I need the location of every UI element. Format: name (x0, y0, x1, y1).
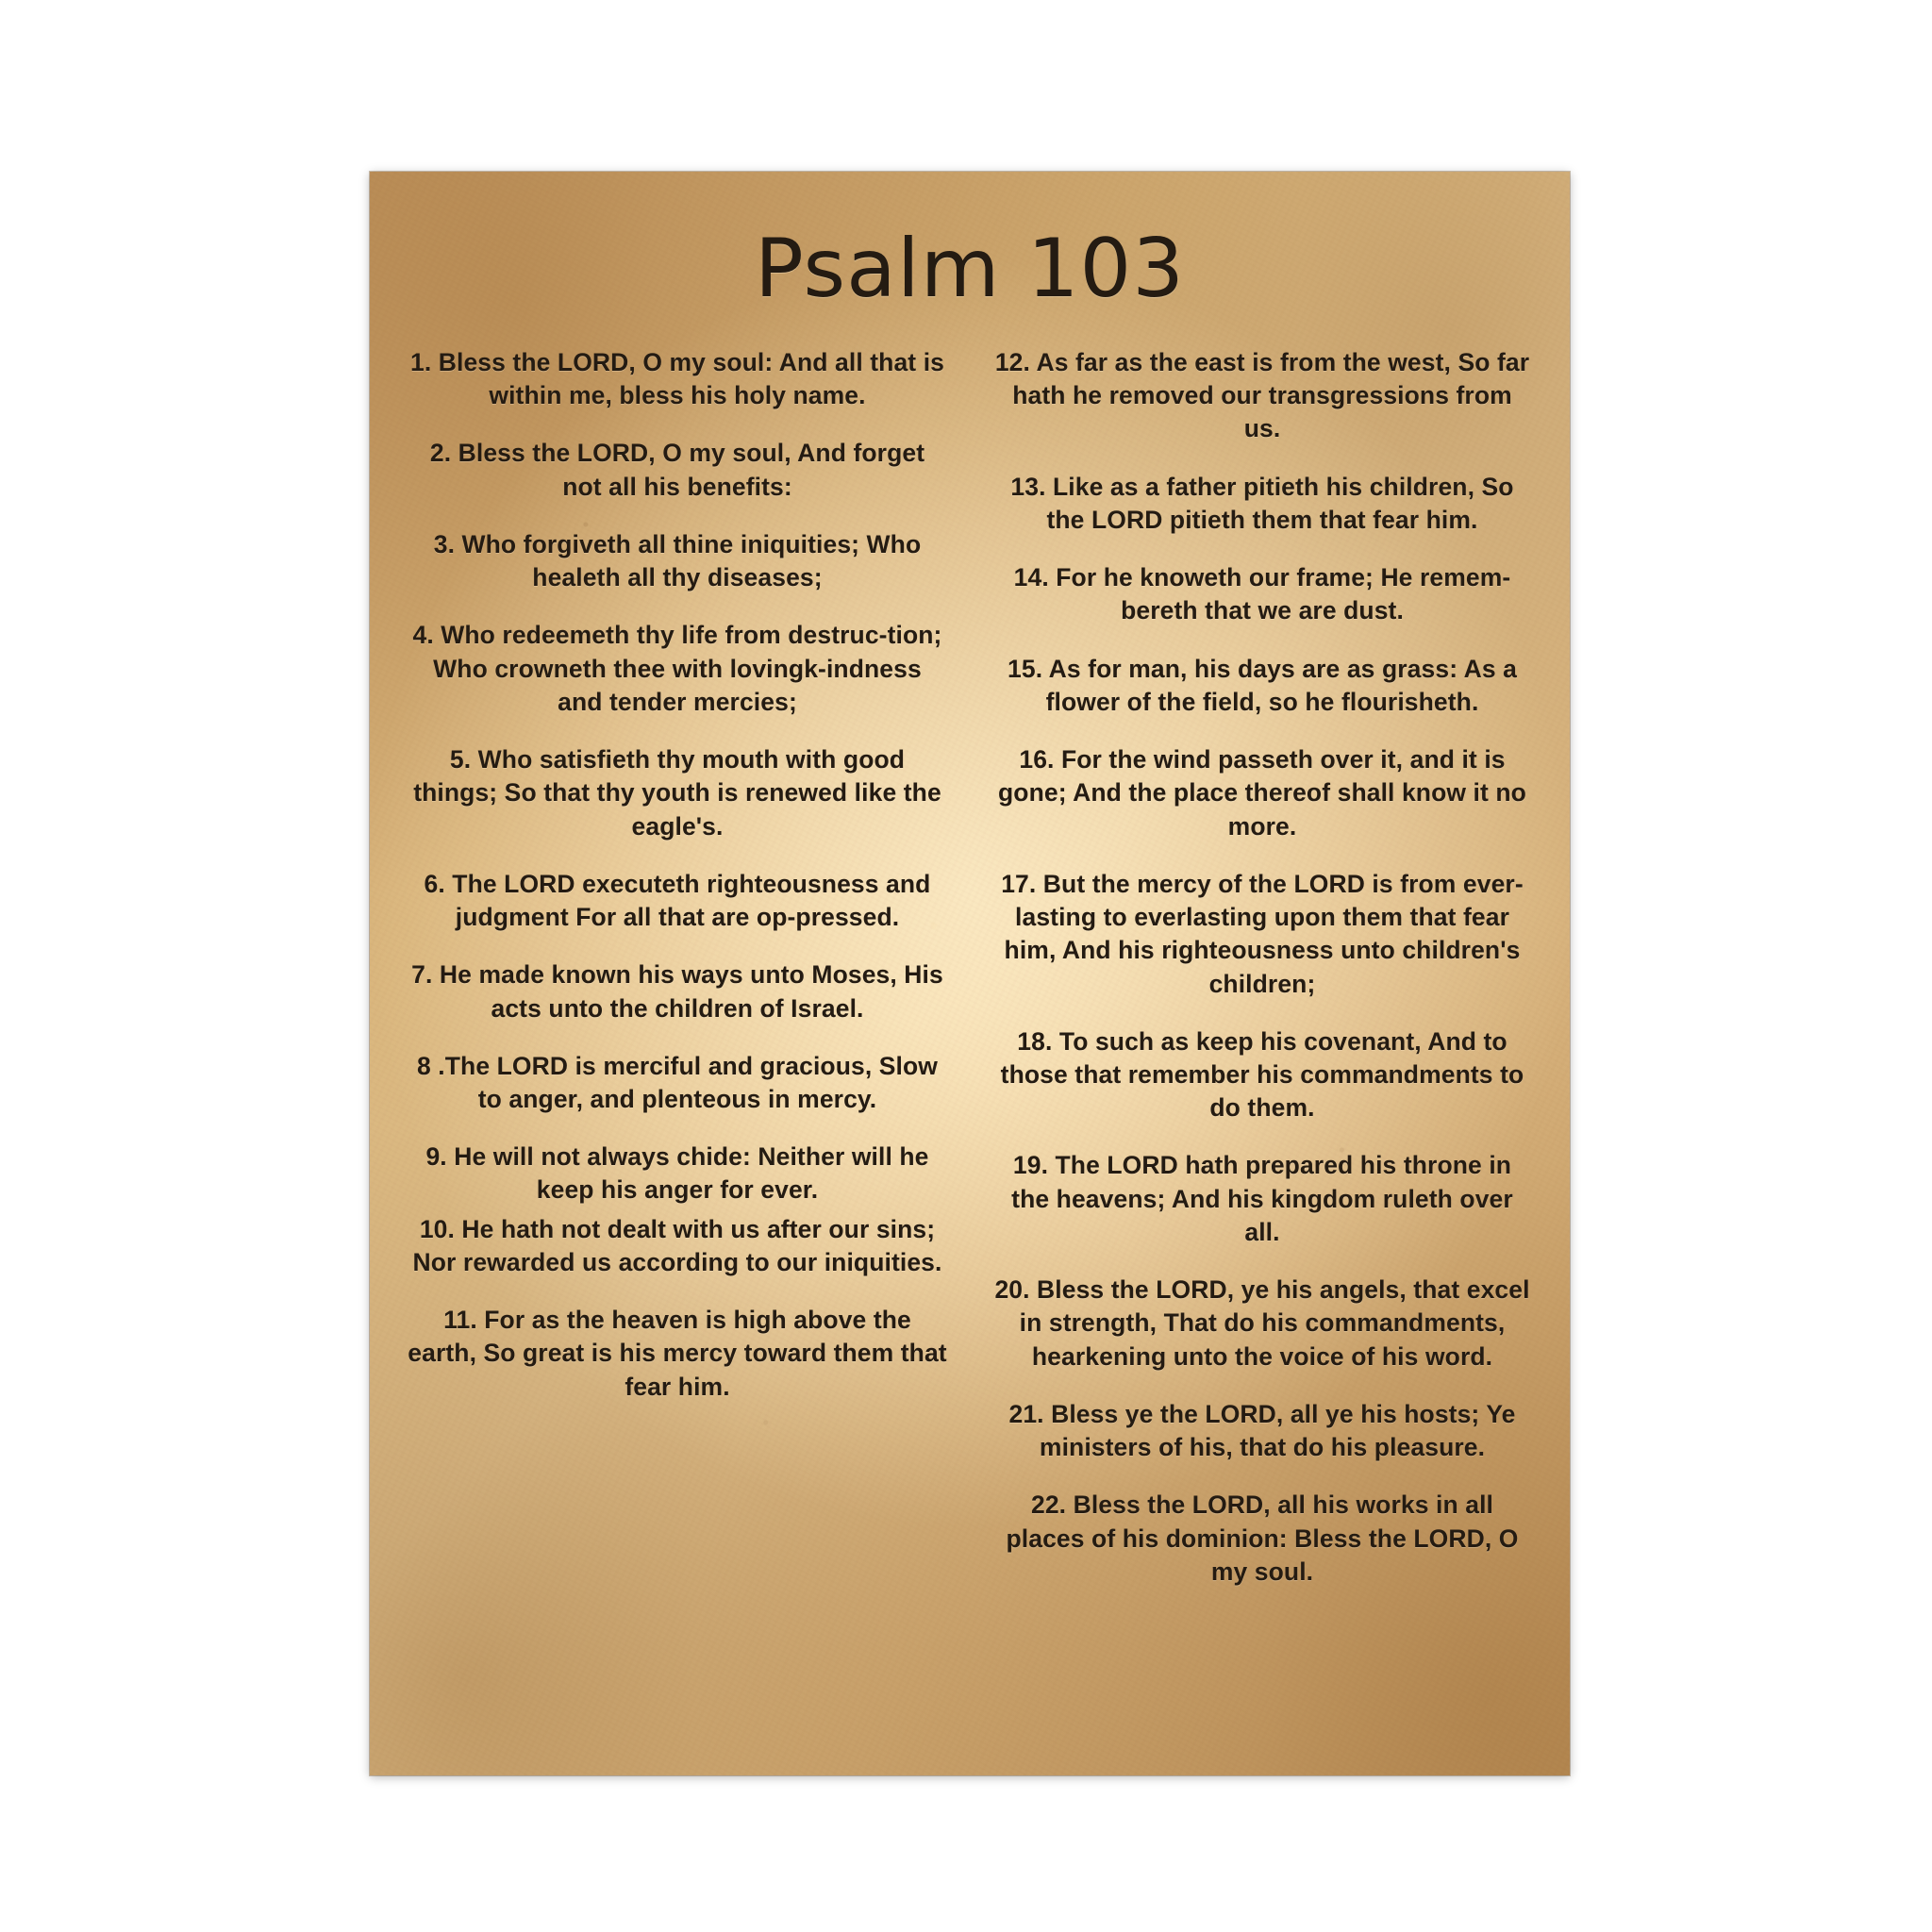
verse-item: 7. He made known his ways unto Moses, His acts unto the children of Israel. (411, 960, 943, 1023)
verse-item: 22. Bless the LORD, all his works in all places of his dominion: Bless the LORD, O my soul. (1006, 1491, 1519, 1586)
verse-item: 19. The LORD hath prepared his throne in the heavens; And his kingdom ruleth over all. (1011, 1151, 1513, 1246)
verse-item: 1. Bless the LORD, O my soul: And all that is within me, bless his holy name. (409, 348, 944, 410)
psalm-poster (370, 172, 1570, 1775)
verse-item: 14. For he knoweth our frame; He remem-bereth that we are dust. (1013, 563, 1511, 625)
verse-columns (370, 346, 1570, 1589)
verse-item: 21. Bless ye the LORD, all ye his hosts; Ye ministers of his, that do his pleasure. (1008, 1399, 1516, 1462)
verse-item: 18. To such as keep his covenant, And to those that remember his commandments to do them. (1000, 1026, 1524, 1123)
verse-item: 5. Who satisfieth thy mouth with good things; So that thy youth is renewed like the eagle's. (413, 745, 941, 841)
verse-item: 3. Who forgiveth all thine iniquities; Who healeth all thy diseases; (433, 529, 922, 592)
verse-item: 20. Bless the LORD, ye his angels, that excel in strength, That do his commandments, hearkening unto the voice of his word. (994, 1275, 1530, 1371)
verse-column-right (992, 346, 1532, 1589)
verse-item: 11. For as the heaven is high above the earth, So great is his mercy toward them that fear him. (408, 1306, 947, 1401)
verse-column-left (408, 346, 947, 1589)
verse-item: 6. The LORD executeth righteousness and judgment For all that are op-pressed. (424, 869, 931, 932)
verse-item: 9. He will not always chide: Neither will he keep his anger for ever. (425, 1142, 929, 1205)
verse-item: 4. Who redeemeth thy life from destruc-tion; Who crowneth thee with lovingk-indness and tender mercies; (412, 621, 942, 716)
verse-item: 12. As far as the east is from the west, So far hath he removed our transgressions from us. (994, 348, 1530, 443)
verse-item: 13. Like as a father pitieth his children, So the LORD pitieth them that fear him. (1010, 472, 1514, 534)
verse-item: 10. He hath not dealt with us after our sins; Nor rewarded us according to our iniquities. (412, 1214, 942, 1276)
verse-item: 2. Bless the LORD, O my soul, And forget not all his benefits: (429, 439, 925, 501)
verse-item: 8 .The LORD is merciful and gracious, Slow to anger, and plenteous in mercy. (417, 1051, 938, 1113)
verse-item: 16. For the wind passeth over it, and it is gone; And the place thereof shall know it no more. (998, 745, 1526, 841)
verse-item: 17. But the mercy of the LORD is from ever-lasting to everlasting upon them that fear him, And his righteousness unto children's children; (1001, 869, 1524, 998)
page-title: Psalm 103 (754, 222, 1185, 316)
verse-item: 15. As for man, his days are as grass: As a flower of the field, so he flourisheth. (1008, 654, 1517, 716)
